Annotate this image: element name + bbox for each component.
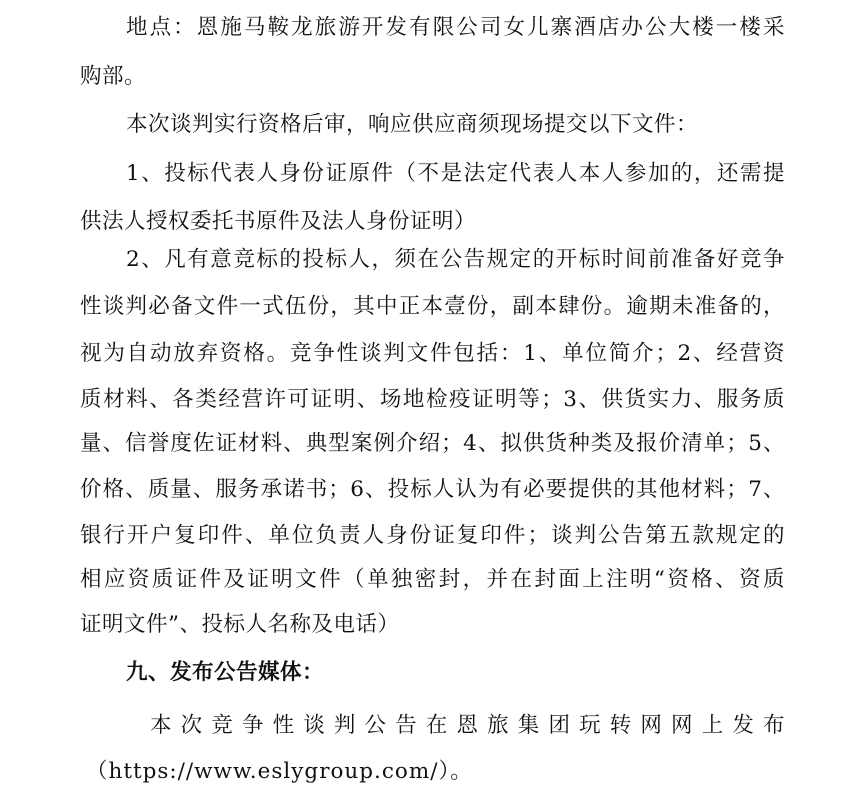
paragraph-line: 价格、质量、服务承诺书；6、投标人认为有必要提供的其他材料；7、 [80,477,785,502]
paragraph-line: 相应资质证件及证明文件（单独密封，并在封面上注明“资格、资质 [80,567,785,592]
url-line: （https://www.eslygroup.com/）。 [86,759,473,784]
paragraph-line: 供法人授权委托书原件及法人身份证明） [80,209,477,234]
paragraph-line: 购部。 [80,64,147,89]
paragraph-line: 地点：恩施马鞍龙旅游开发有限公司女儿寨酒店办公大楼一楼采 [126,15,785,40]
paragraph-line: 证明文件”、投标人名称及电话） [80,612,400,637]
paragraph-line: 本次谈判实行资格后审，响应供应商须现场提交以下文件： [126,112,699,137]
paragraph-line: 本次竞争性谈判公告在恩旅集团玩转网网上发布 [150,713,785,738]
paragraph-line: 银行开户复印件、单位负责人身份证复印件；谈判公告第五款规定的 [80,523,785,548]
paragraph-line: 1、投标代表人身份证原件（不是法定代表人本人参加的，还需提 [126,161,785,186]
paragraph-line: 性谈判必备文件一式伍份，其中正本壹份，副本肆份。逾期未准备的， [80,294,785,319]
paragraph-line: 2、凡有意竞标的投标人，须在公告规定的开标时间前准备好竞争 [126,247,785,272]
section-heading: 九、发布公告媒体： [126,660,325,685]
paragraph-line: 视为自动放弃资格。竞争性谈判文件包括：1、单位简介；2、经营资 [80,341,785,366]
paragraph-line: 质材料、各类经营许可证明、场地检疫证明等；3、供货实力、服务质 [80,387,785,412]
paragraph-line: 量、信誉度佐证材料、典型案例介绍；4、拟供货种类及报价清单；5、 [80,431,785,456]
